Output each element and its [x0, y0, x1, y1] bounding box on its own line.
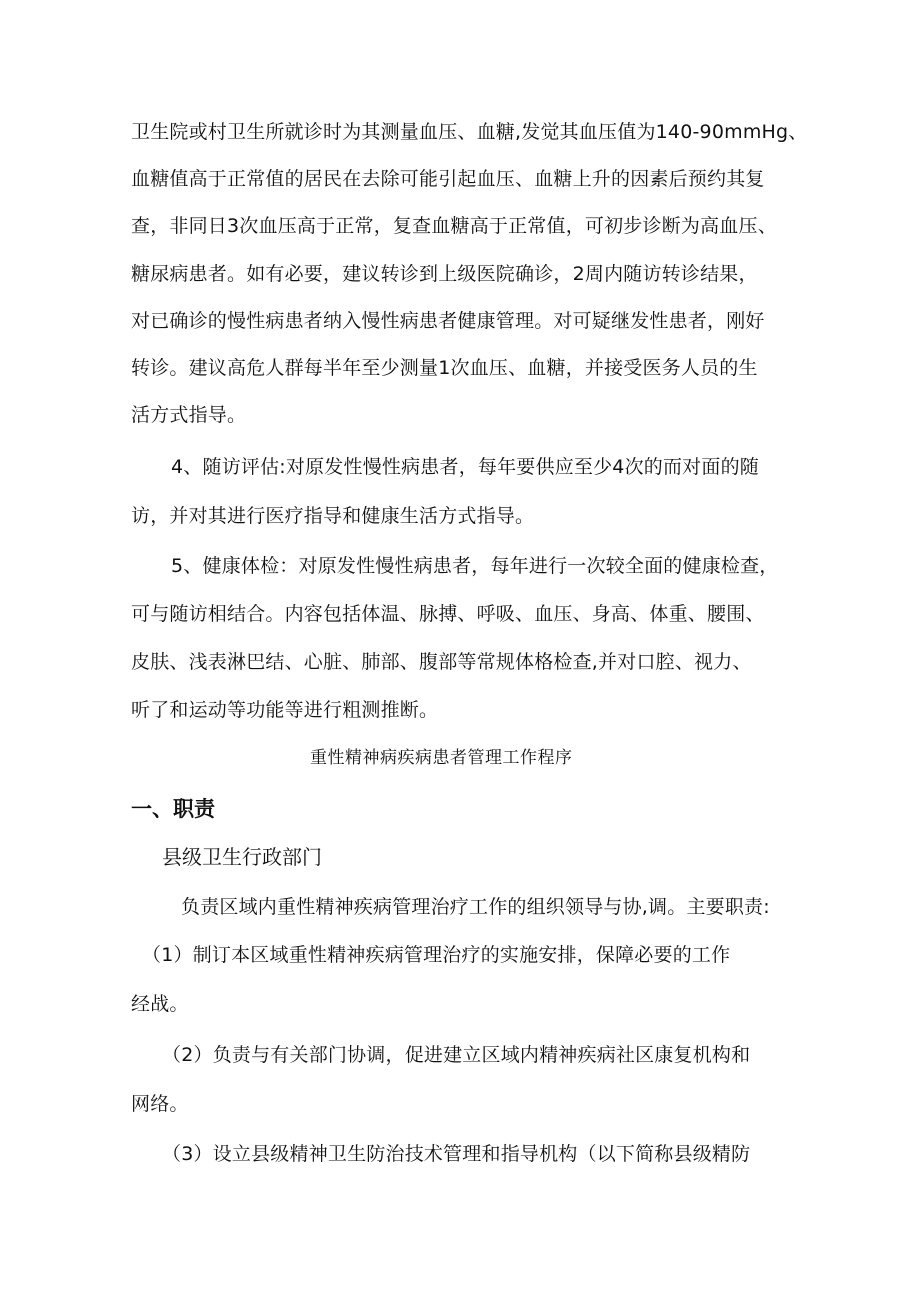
text-line: 转诊。建议高危人群每半年至少测量1次血压、血糖，并接受医务人员的生: [131, 357, 758, 379]
text-line: 对已确诊的慢性病患者纳入慢性病患者健康管理。对可疑继发性患者，刚好: [131, 310, 765, 332]
text-line: （3）设立县级精神卫生防治技术管理和指导机构（以下简称县级精防: [162, 1143, 751, 1165]
text-line: 血糖值高于正常值的居民在去除可能引起血压、血糖上升的因素后预约其复: [131, 168, 765, 190]
subheading-county-health-department: 县级卫生行政部门: [162, 845, 322, 869]
text-line: 5、健康体检：对原发性慢性病患者，每年进行一次较全面的健康检查，: [171, 555, 779, 577]
text-line: 网络。: [131, 1093, 189, 1115]
text-line: （2）负责与有关部门协调，促进建立区域内精神疾病社区康复机构和: [162, 1044, 751, 1066]
text-line: 糖尿病患者。如有必要，建议转诊到上级医院确诊，2周内随访转诊结果，: [131, 263, 758, 285]
text-line: 听了和运动等功能等进行粗测推断。: [131, 699, 439, 721]
section-title: 重性精神病疾病患者管理工作程序: [310, 748, 573, 768]
text-line: （1）制订本区域重性精神疾病管理治疗的实施安排，保障必要的工作: [142, 944, 731, 966]
text-line: 访，并对其进行医疗指导和健康生活方式指导。: [131, 505, 535, 527]
text-line: 卫生院或村卫生所就诊时为其测量血压、血糖,发觉其血压值为140-90mmHg、: [131, 121, 808, 143]
text-line: 经战。: [131, 993, 189, 1015]
text-line: 负责区域内重性精神疾病管理治疗工作的组织领导与协,调。主要职责:: [181, 896, 770, 918]
heading-duties: 一、职责: [131, 797, 215, 821]
text-line: 查，非同日3次血压高于正常，复查血糖高于正常值，可初步诊断为高血压、: [131, 215, 777, 237]
text-line: 可与随访相结合。内容包括体温、脉搏、呼吸、血压、身高、体重、腰围、: [131, 603, 765, 625]
text-line: 皮肤、浅表淋巴结、心脏、肺部、腹部等常规体格检查,并对口腔、视力、: [131, 651, 752, 673]
text-line: 4、随访评估:对原发性慢性病患者，每年要供应至少4次的而对面的随: [171, 456, 759, 478]
text-line: 活方式指导。: [131, 404, 247, 426]
